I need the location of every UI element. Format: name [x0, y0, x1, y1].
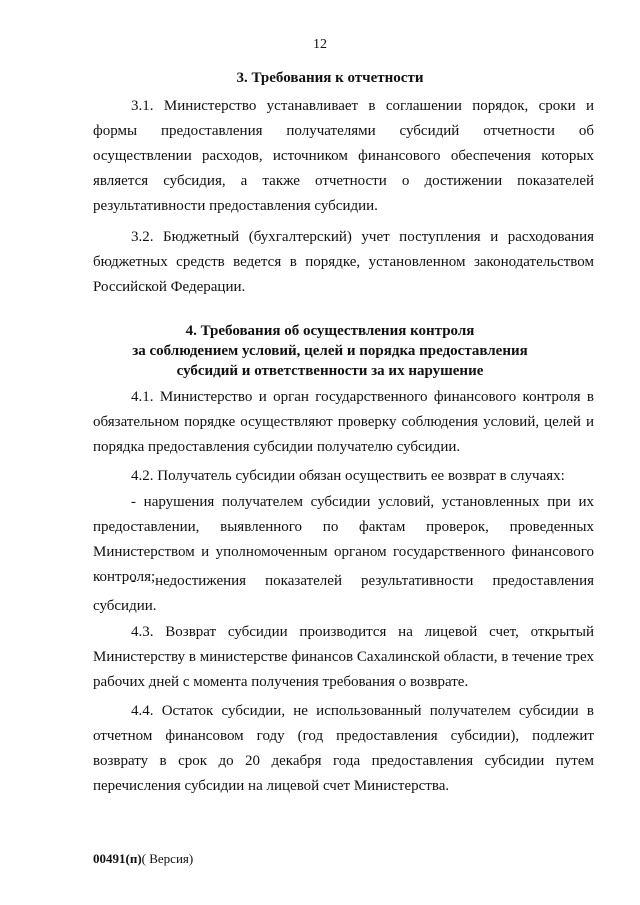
page-number: 12	[313, 37, 327, 52]
document-version: ( Версия)	[141, 851, 194, 866]
paragraph-4-2-item-2: - недостижения показателей результативности предоставления субсидии.	[93, 573, 594, 614]
paragraph-4-4: 4.4. Остаток субсидии, не использованный получателем субсидии в отчетном финансовом году (год предоставления субсидии), подлежит возврату в срок до 20 декабря года предоставления субсидии путем перечисления субсидии на лицевой счет Министерства.	[93, 703, 594, 794]
paragraph-4-3: 4.3. Возврат субсидии производится на лицевой счет, открытый Министерству в министерстве финансов Сахалинской области, в течение трех рабочих дней с момента получения требования о возврате.	[93, 624, 594, 690]
section-4-heading-line: субсидий и ответственности за их нарушение	[176, 363, 484, 379]
section-3-heading: 3. Требования к отчетности	[236, 70, 424, 86]
section-4-heading-line: 4. Требования об осуществления контроля	[185, 323, 475, 339]
paragraph-3-1: 3.1. Министерство устанавливает в соглашении порядок, сроки и формы предоставления получателями субсидий отчетности об осуществлении расходов, источником финансового обеспечения которых является субсидия, а также отчетности о достижении показателей результативности предоставления субсидии.	[93, 98, 594, 214]
document-code: 00491(п)	[93, 851, 142, 866]
section-4-heading	[60, 321, 600, 381]
paragraph-4-2: 4.2. Получатель субсидии обязан осуществить ее возврат в случаях:	[131, 468, 565, 484]
paragraph-3-2: 3.2. Бюджетный (бухгалтерский) учет поступления и расходования бюджетных средств ведется в порядке, установленном законодательством Российской Федерации.	[93, 229, 594, 295]
paragraph-4-1: 4.1. Министерство и орган государственного финансового контроля в обязательном порядке осуществляют проверку соблюдения условий, целей и порядка предоставления субсидии получателю субсидии.	[93, 389, 594, 455]
paragraph-4-2-item-1: - нарушения получателем субсидии условий, установленных при их предоставлении, выявленного по фактам проверок, проведенных Министерством и уполномоченным органом государственного финансового контроля;	[93, 494, 594, 585]
section-4-heading-line: за соблюдением условий, целей и порядка предоставления	[132, 343, 528, 359]
footer	[93, 851, 193, 867]
